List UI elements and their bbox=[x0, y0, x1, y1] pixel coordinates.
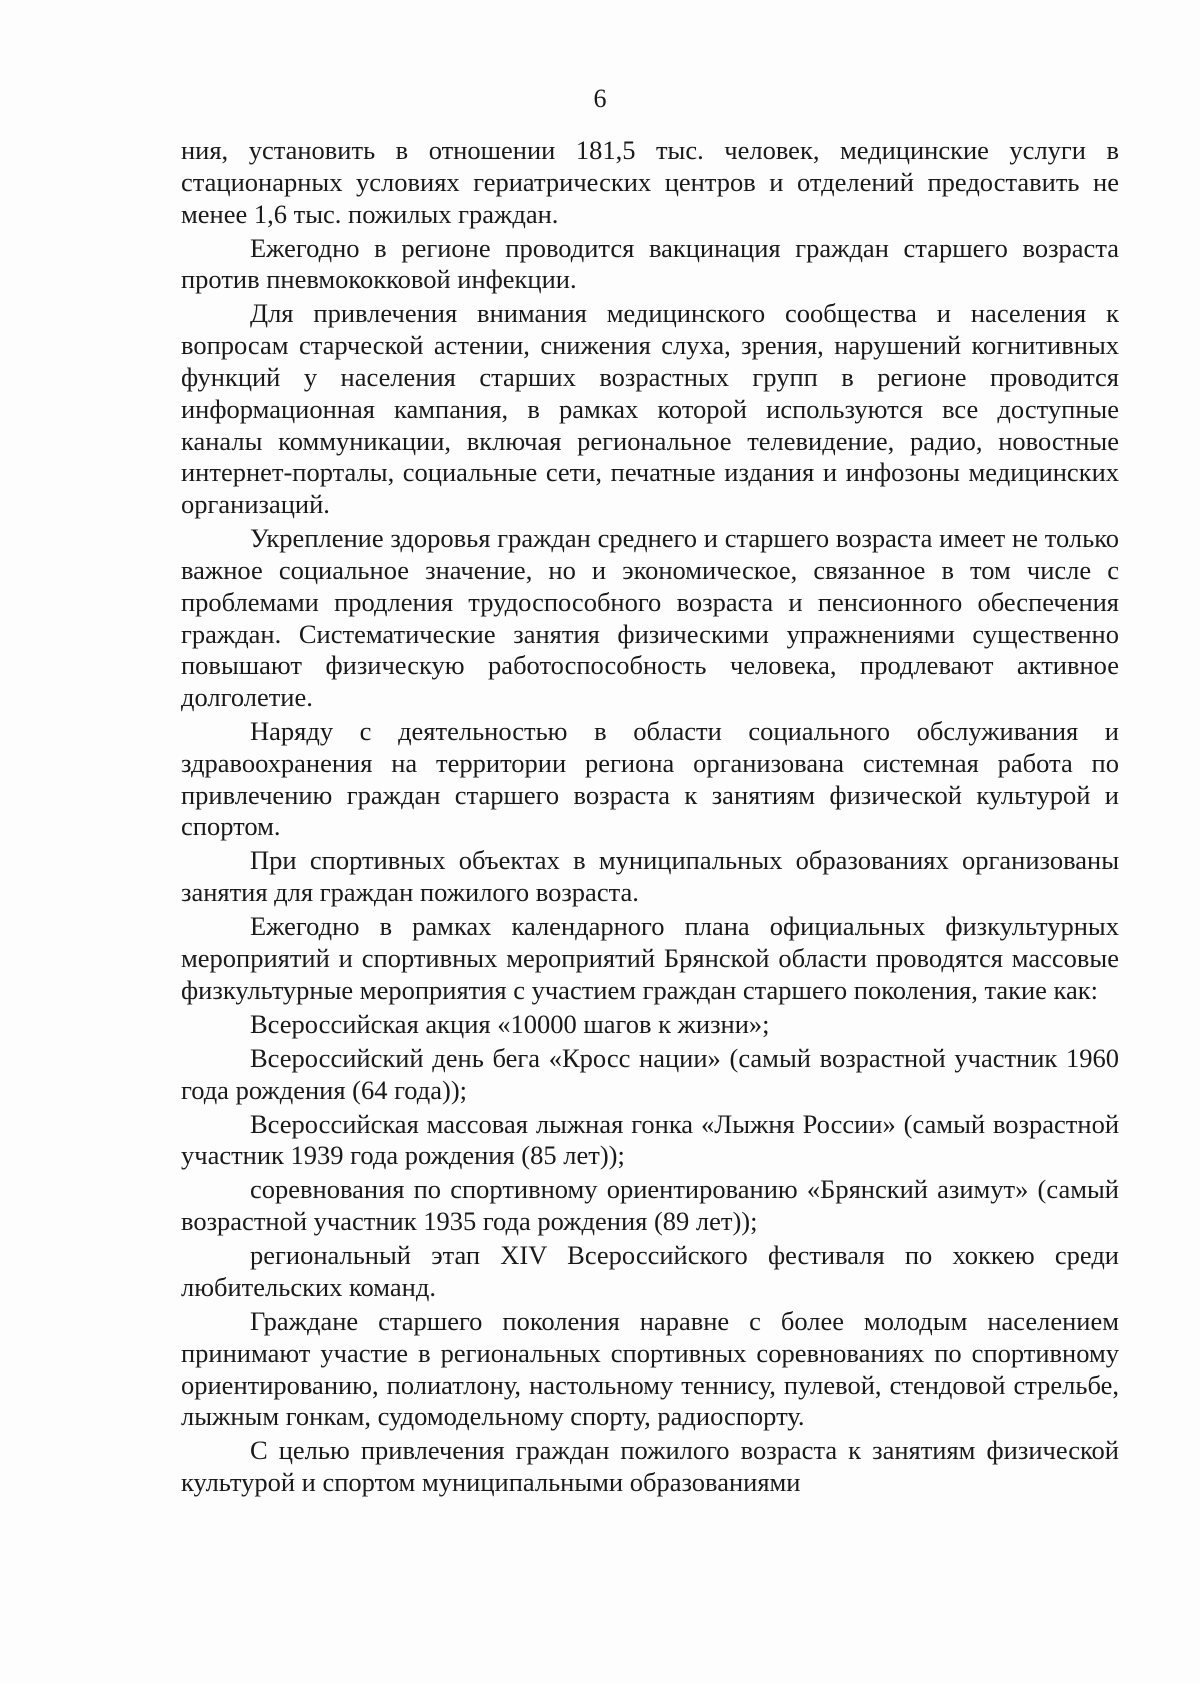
paragraph: Ежегодно в регионе проводится вакцинация граждан старшего возраста против пневмококковой инфекции. bbox=[181, 232, 1119, 295]
paragraph: При спортивных объектах в муниципальных образованиях организованы занятия для граждан пожилого возраста. bbox=[181, 845, 1119, 908]
list-item: Всероссийская акция «10000 шагов к жизни»; bbox=[250, 1008, 770, 1039]
paragraph: Наряду с деятельностью в области социального обслуживания и здравоохранения на территории региона организована системная работа по привлечению граждан старшего возраста к занятиям физической культурой и спортом. bbox=[181, 716, 1119, 842]
paragraph: ния, установить в отношении 181,5 тыс. человек, медицинские услуги в стационарных условиях гериатрических центров и отделений предоставить не менее 1,6 тыс. пожилых граждан. bbox=[181, 135, 1119, 229]
list-item: региональный этап XIV Всероссийского фестиваля по хоккею среди любительских команд. bbox=[181, 1240, 1119, 1302]
paragraph: Укрепление здоровья граждан среднего и старшего возраста имеет не только важное социальное значение, но и экономическое, связанное в том числе с проблемами продления трудоспособного возраста и пенсионного обеспечения граждан. Систематические занятия физическими упражнениями существенно повышают физическую работоспособность человека, продлевают активное долголетие. bbox=[181, 523, 1119, 713]
page-number: 6 bbox=[593, 84, 607, 113]
paragraph: Для привлечения внимания медицинского сообщества и населения к вопросам старческой астении, снижения слуха, зрения, нарушений когнитивных функций у населения старших возрастных групп в регионе проводится информационная кампания, в рамках которой используются все доступные каналы коммуникации, включая региональное телевидение, радио, новостные интернет-порталы, социальные сети, печатные издания и инфозоны медицинских организаций. bbox=[181, 298, 1119, 520]
list-item: Всероссийская массовая лыжная гонка «Лыжня России» (самый возрастной участник 1939 года рождения (85 лет)); bbox=[181, 1108, 1119, 1171]
paragraph: Ежегодно в рамках календарного плана официальных физкультурных мероприятий и спортивных мероприятий Брянской области проводятся массовые физкультурные мероприятия с участием граждан старшего поколения, такие как: bbox=[181, 911, 1119, 1005]
list-item: Всероссийский день бега «Кросс нации» (самый возрастной участник 1960 года рождения (64 года)); bbox=[181, 1042, 1119, 1105]
paragraph: С целью привлечения граждан пожилого возраста к занятиям физической культурой и спортом муниципальными образованиями bbox=[181, 1435, 1119, 1498]
paragraph: Граждане старшего поколения наравне с более молодым населением принимают участие в региональных спортивных соревнованиях по спортивному ориентированию, полиатлону, настольному теннису, пулевой, стендовой стрельбе, лыжным гонкам, судомодельному спорту, радиоспорту. bbox=[181, 1305, 1119, 1432]
list-item: соревнования по спортивному ориентированию «Брянский азимут» (самый возрастной участник 1935 года рождения (89 лет)); bbox=[181, 1174, 1119, 1237]
document-body bbox=[181, 135, 1119, 1499]
